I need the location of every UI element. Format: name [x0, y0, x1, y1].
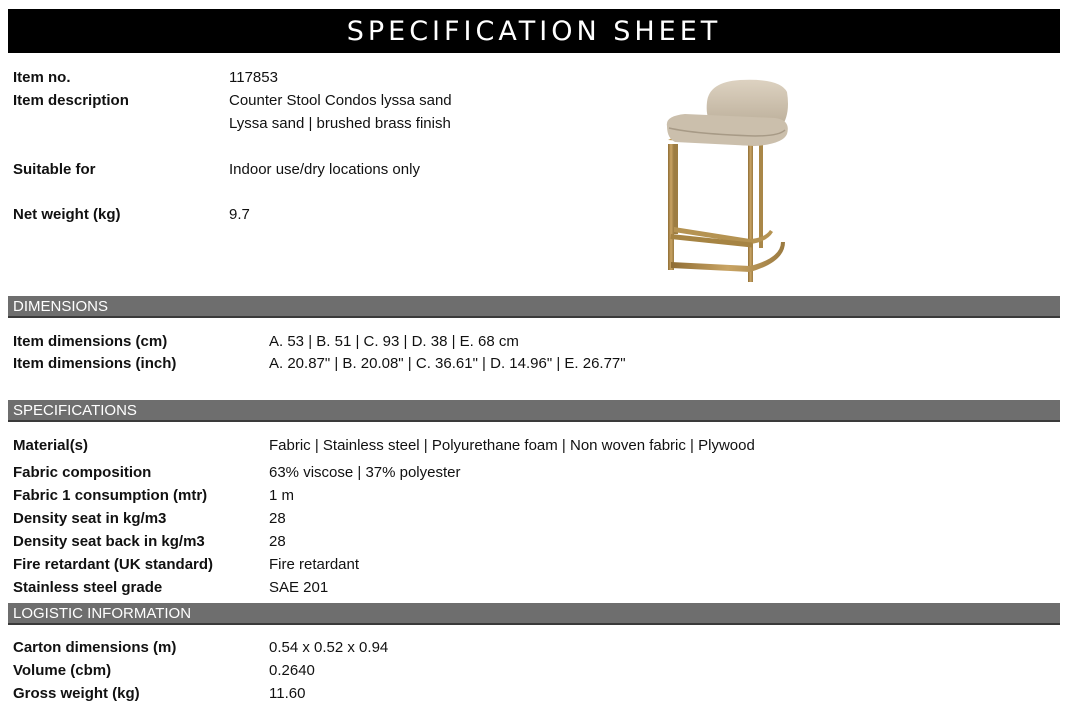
fire-retardant-label: Fire retardant (UK standard)	[13, 556, 214, 573]
fire-retardant-value: Fire retardant	[269, 556, 360, 573]
carton-dimensions-value: 0.54 x 0.52 x 0.94	[269, 639, 389, 656]
density-seat-back-value: 28	[269, 533, 286, 550]
fabric-composition-label: Fabric composition	[13, 464, 152, 481]
volume-value: 0.2640	[269, 662, 315, 679]
carton-dimensions-label: Carton dimensions (m)	[13, 639, 177, 656]
item-no-label: Item no.	[13, 69, 71, 86]
dimensions-cm-label: Item dimensions (cm)	[13, 333, 168, 350]
fabric-consumption-value: 1 m	[269, 487, 295, 504]
net-weight-label: Net weight (kg)	[13, 206, 121, 223]
gross-weight-label: Gross weight (kg)	[13, 685, 140, 702]
density-seat-value: 28	[269, 510, 286, 527]
volume-label: Volume (cbm)	[13, 662, 112, 679]
density-seat-back-label: Density seat back in kg/m3	[13, 533, 205, 550]
materials-value: Fabric | Stainless steel | Polyurethane foam | Non woven fabric | Plywood	[269, 437, 755, 454]
page-title: SPECIFICATION SHEET	[8, 9, 1060, 53]
logistics-section-header: LOGISTIC INFORMATION	[8, 603, 1060, 625]
counter-stool-image	[655, 72, 805, 292]
dimensions-cm-value: A. 53 | B. 51 | C. 93 | D. 38 | E. 68 cm	[269, 333, 519, 350]
density-seat-label: Density seat in kg/m3	[13, 510, 167, 527]
dimensions-section-header: DIMENSIONS	[8, 296, 1060, 318]
fabric-consumption-label: Fabric 1 consumption (mtr)	[13, 487, 208, 504]
item-description-label: Item description	[13, 92, 129, 109]
materials-label: Material(s)	[13, 437, 89, 454]
suitable-for-value: Indoor use/dry locations only	[229, 161, 420, 178]
gross-weight-value: 11.60	[269, 685, 306, 702]
suitable-for-label: Suitable for	[13, 161, 96, 178]
dimensions-inch-value: A. 20.87" | B. 20.08" | C. 36.61" | D. 14.96" | E. 26.77"	[269, 355, 626, 372]
fabric-composition-value: 63% viscose | 37% polyester	[269, 464, 461, 481]
dimensions-inch-label: Item dimensions (inch)	[13, 355, 177, 372]
specifications-section-header: SPECIFICATIONS	[8, 400, 1060, 422]
net-weight-value: 9.7	[229, 206, 250, 223]
steel-grade-label: Stainless steel grade	[13, 579, 163, 596]
steel-grade-value: SAE 201	[269, 579, 329, 596]
item-no-value: 117853	[229, 69, 278, 86]
item-description-line1: Counter Stool Condos lyssa sand	[229, 92, 452, 109]
item-description-line2: Lyssa sand | brushed brass finish	[229, 115, 451, 132]
